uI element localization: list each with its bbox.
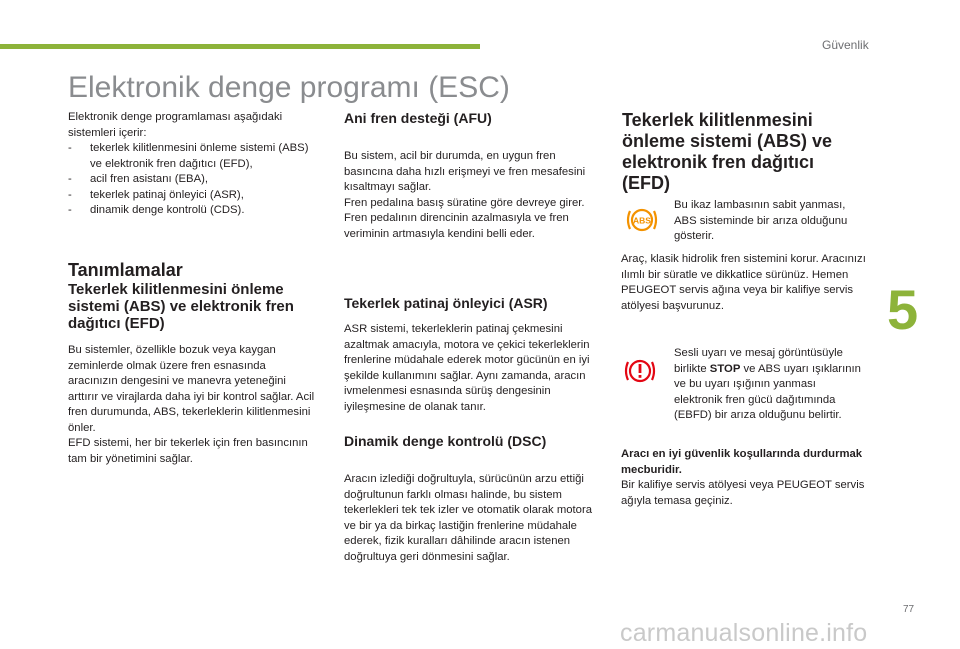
page-title: Elektronik denge programı (ESC) [68, 71, 510, 104]
afu-heading: Ani fren desteği (AFU) [344, 110, 492, 126]
afu-para-2: Fren pedalına basış süratine göre devreye girer. Fren pedalının direncinin azalmasıyla ve fren veriminin artmasıyla kendini belli eder. [344, 196, 585, 240]
abs-warning-icon [624, 205, 660, 235]
intro-block [68, 110, 318, 219]
abs-icon-label: ABS [633, 215, 651, 226]
asr-heading: Tekerlek patinaj önleyici (ASR) [344, 295, 548, 311]
afu-text [344, 149, 594, 242]
page-number: 77 [903, 604, 915, 615]
definitions-text [68, 343, 316, 467]
abs-efd-subheading: Tekerlek kilitlenmesini önleme sistemi (ABS) ve elektronik fren dağıtıcı (EFD) [68, 281, 294, 332]
chapter-number: 5 [887, 278, 919, 341]
watermark: carmanualsonline.info [620, 619, 868, 647]
definitions-para-1: Bu sistemler, özellikle bozuk veya kaygan zeminlerde olmak üzere fren esnasında aracınızın dengesini ve manevra yeteneğini arttırır ve virajlarda daha iyi bir kontrol sağlar. Acil fren durumunda, ABS, tekerleklerin kilitlenmesini önler. [68, 344, 315, 434]
stop-warning-icon [622, 356, 658, 386]
intro-bullet: - acil fren asistanı (EBA), [68, 173, 209, 185]
safe-stop-block [621, 447, 871, 509]
abs-fault-text: Araç, klasik hidrolik fren sistemini korur. Aracınızı ılımlı bir süratle ve dikkatlice sürünüz. Hemen PEUGEOT servis ağına veya bir kalifiye servis atölyesi başvurunuz. [621, 253, 866, 312]
asr-para: ASR sistemi, tekerleklerin patinaj çekmesini azaltmak amacıyla, motora ve çekici tekerleklerin frenlerine müdahale ederek motor gücünün en iyi şekilde kullanımını sağlar. Aynı zamanda, aracın ivmelenmesi esnasında sürüş dengesinin iyileşmesine de olanak tanır. [344, 323, 590, 413]
intro-bullet: - tekerlek patinaj önleyici (ASR), [68, 188, 244, 201]
stop-word: STOP [709, 362, 741, 375]
dsc-heading: Dinamik denge kontrolü (DSC) [344, 433, 547, 449]
abs-efd-heading: Tekerlek kilitlenmesini önleme sistemi (ABS) ve elektronik fren dağıtıcı (EFD) [622, 110, 833, 193]
intro-bullet: - tekerlek kilitlenmesini önleme sistemi (ABS) ve elektronik fren dağıtıcı (EFD), [68, 142, 309, 170]
safe-stop-bold: Aracı en iyi güvenlik koşullarında durdurmak mecburidir. [621, 448, 863, 476]
stop-warning-text: Sesli uyarı ve mesaj görüntüsüyle birlikte STOP ve ABS uyarı ışıklarının ve bu uyarı ışığının yanması elektronik fren gücü dağıtımında (EBFD) bir arıza olduğunu belirtir. [674, 347, 861, 421]
intro-text: Elektronik denge programlaması aşağıdaki sistemleri içerir: [68, 111, 283, 139]
safe-stop-text: Bir kalifiye servis atölyesi veya PEUGEOT servis ağıyla temasa geçiniz. [621, 479, 865, 507]
header-accent-bar [0, 44, 480, 49]
dsc-para: Aracın izlediği doğrultuyla, sürücünün arzu ettiği doğrultunun farklı olması halinde, bu sistem tekerlekleri tek tek izler ve otomatik olarak motora ve bir ya da birkaç lastiğin frenlerine müdahale ederek, fizik kuralları dâhilinde aracın istenen doğrultuya geri dönmesini sağlar. [344, 473, 592, 563]
afu-para-1: Bu sistem, acil bir durumda, en uygun fren basıncına daha hızlı erişmeyi ve fren mesafesini kısaltmayı sağlar. [344, 150, 586, 193]
intro-bullet: - dinamik denge kontrolü (CDS). [68, 204, 245, 216]
abs-warning-text: Bu ikaz lambasının sabit yanması, ABS sisteminde bir arıza olduğunu gösterir. [674, 199, 848, 242]
definitions-para-2: EFD sistemi, her bir tekerlek için fren basıncının tam bir yönetimini sağlar. [68, 437, 308, 465]
definitions-heading: Tanımlamalar [68, 260, 183, 280]
section-label: Güvenlik [822, 38, 869, 52]
